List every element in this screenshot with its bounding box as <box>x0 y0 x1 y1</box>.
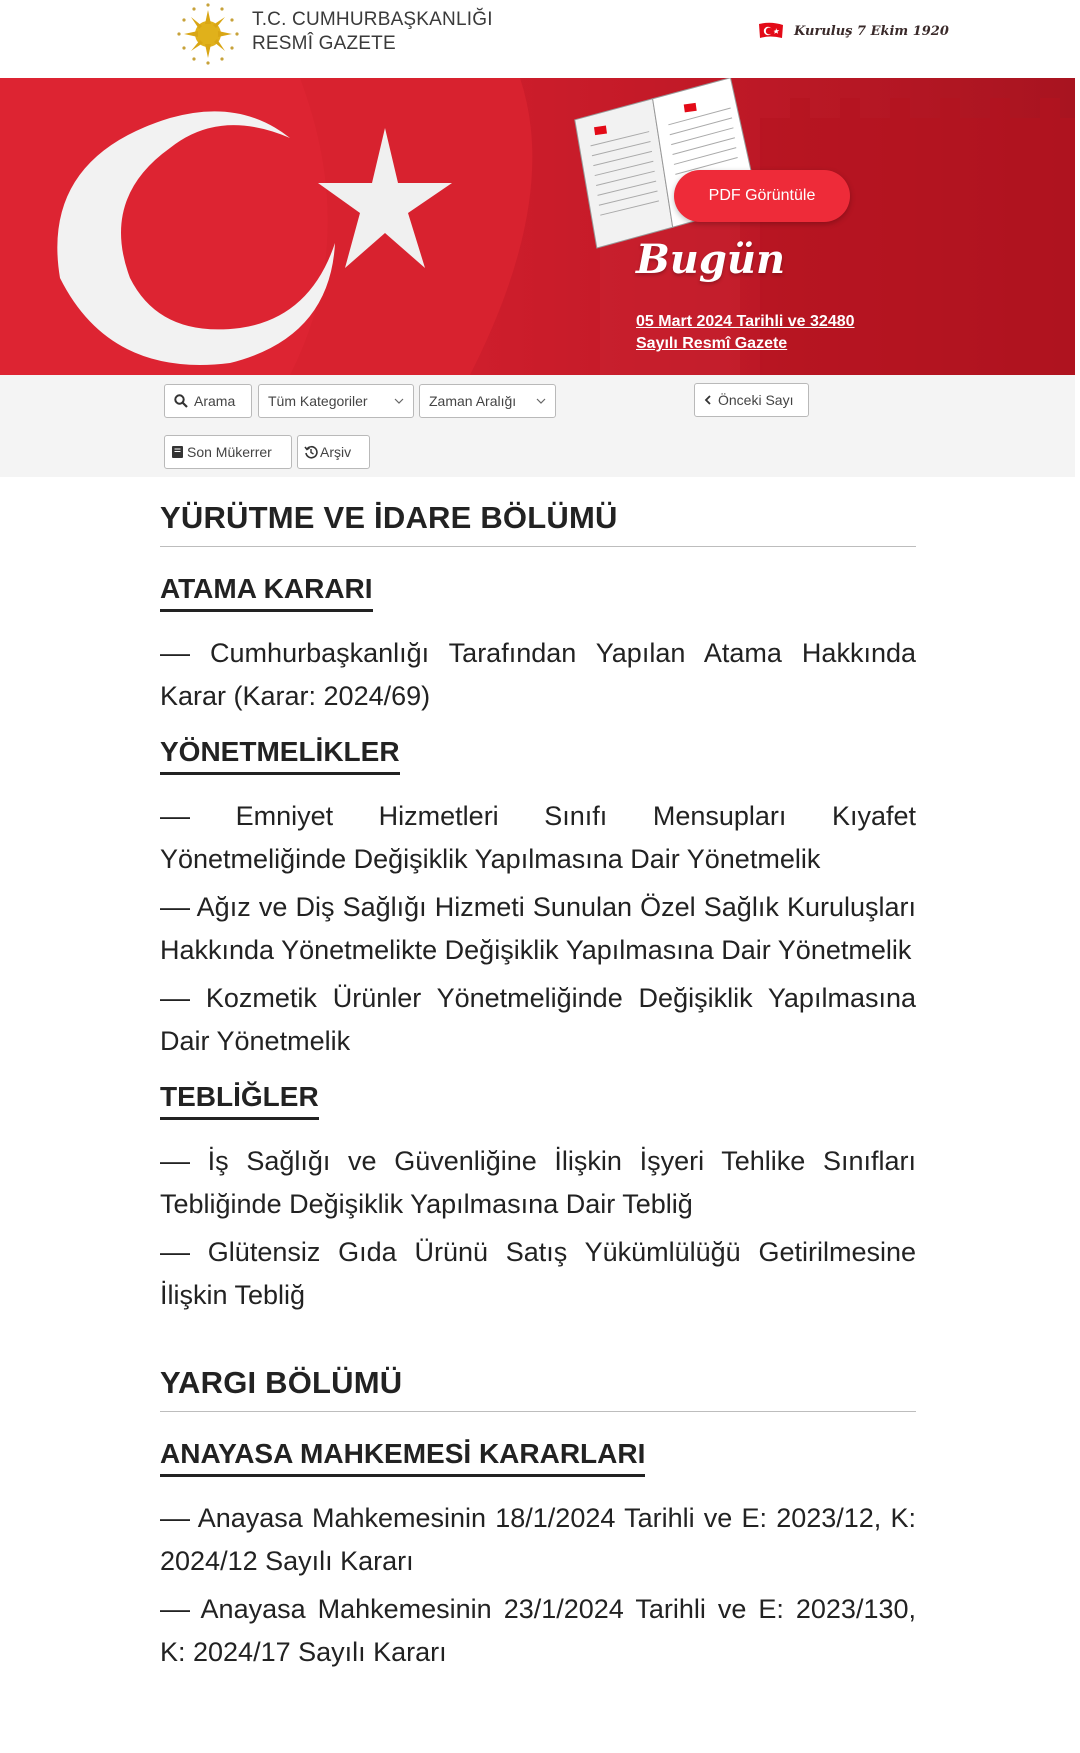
today-gazette-link[interactable]: 05 Mart 2024 Tarihli ve 32480 Sayılı Resmî Gazete <box>636 313 855 352</box>
list-item[interactable] <box>160 1231 916 1317</box>
presidential-seal-icon[interactable] <box>176 2 240 66</box>
item-link[interactable]: –– Emniyet Hizmetleri Sınıfı Mensupları Kıyafet Yönetmeliğinde Değişiklik Yapılmasına Dair Yönetmelik <box>160 801 916 874</box>
list-item[interactable] <box>160 795 916 881</box>
previous-issue-label: Önceki Sayı <box>718 392 794 408</box>
search-icon <box>174 394 188 408</box>
founding-text: Kuruluş 7 Ekim 1920 <box>794 23 949 39</box>
book-icon <box>171 445 184 459</box>
item-link[interactable]: –– Kozmetik Ürünler Yönetmeliğinde Değişiklik Yapılmasına Dair Yönetmelik <box>160 983 916 1056</box>
category-regulations <box>160 736 916 1063</box>
hero-banner <box>0 78 1075 375</box>
category-title: YÖNETMELİKLER <box>160 736 400 775</box>
list-item[interactable] <box>160 1588 916 1674</box>
section-title: YARGI BÖLÜMÜ <box>160 1365 916 1412</box>
flag-background-illustration <box>0 78 1075 375</box>
list-item[interactable] <box>160 886 916 972</box>
category-select-value: Tüm Kategoriler <box>268 393 368 409</box>
filter-toolbar <box>0 375 1075 477</box>
previous-issue-button[interactable] <box>694 383 809 417</box>
section-executive <box>160 500 916 1317</box>
recent-repeated-button[interactable] <box>164 435 292 469</box>
recent-repeated-label: Son Mükerrer <box>187 444 272 460</box>
search-label: Arama <box>194 393 236 409</box>
gazette-name: RESMÎ GAZETE <box>252 33 396 54</box>
section-title: YÜRÜTME VE İDARE BÖLÜMÜ <box>160 500 916 547</box>
archive-label: Arşiv <box>320 444 352 460</box>
today-heading: Bugün <box>636 236 786 283</box>
category-communiques <box>160 1081 916 1317</box>
item-link[interactable]: –– Cumhurbaşkanlığı Tarafından Yapılan Atama Hakkında Karar (Karar: 2024/69) <box>160 638 916 711</box>
item-link[interactable]: –– Glütensiz Gıda Ürünü Satış Yükümlülüğü Getirilmesine İlişkin Tebliğ <box>160 1237 916 1310</box>
time-range-select[interactable] <box>419 384 556 418</box>
turkish-flag-icon <box>758 22 784 40</box>
category-appointment <box>160 573 916 718</box>
chevron-left-icon <box>704 395 712 405</box>
archive-button[interactable] <box>297 435 370 469</box>
item-link[interactable]: –– Ağız ve Diş Sağlığı Hizmeti Sunulan Özel Sağlık Kuruluşları Hakkında Yönetmelikte Değişiklik Yapılmasına Dair Yönetmelik <box>160 892 916 965</box>
site-logo-text[interactable] <box>252 8 493 56</box>
org-name: T.C. CUMHURBAŞKANLIĞI <box>252 9 493 30</box>
founding-badge <box>758 22 949 40</box>
gazette-contents <box>160 500 916 1692</box>
category-constitutional-court <box>160 1438 916 1674</box>
category-title: ATAMA KARARI <box>160 573 373 612</box>
history-icon <box>304 445 318 459</box>
category-title: TEBLİĞLER <box>160 1081 319 1120</box>
time-range-value: Zaman Aralığı <box>429 393 517 409</box>
chevron-down-icon <box>536 397 546 405</box>
search-button[interactable] <box>164 384 252 418</box>
section-judicial <box>160 1365 916 1674</box>
list-item[interactable] <box>160 632 916 718</box>
item-link[interactable]: –– İş Sağlığı ve Güvenliğine İlişkin İşyeri Tehlike Sınıfları Tebliğinde Değişiklik Yapılmasına Dair Tebliğ <box>160 1146 916 1219</box>
item-link[interactable]: –– Anayasa Mahkemesinin 23/1/2024 Tarihli ve E: 2023/130, K: 2024/17 Sayılı Kararı <box>160 1594 916 1667</box>
category-select[interactable] <box>258 384 414 418</box>
list-item[interactable] <box>160 1497 916 1583</box>
category-title: ANAYASA MAHKEMESİ KARARLARI <box>160 1438 645 1477</box>
list-item[interactable] <box>160 1140 916 1226</box>
chevron-down-icon <box>394 397 404 405</box>
site-header <box>0 0 1080 78</box>
list-item[interactable] <box>160 977 916 1063</box>
pdf-view-button[interactable]: PDF Görüntüle <box>674 170 850 222</box>
item-link[interactable]: –– Anayasa Mahkemesinin 18/1/2024 Tarihli ve E: 2023/12, K: 2024/12 Sayılı Kararı <box>160 1503 916 1576</box>
